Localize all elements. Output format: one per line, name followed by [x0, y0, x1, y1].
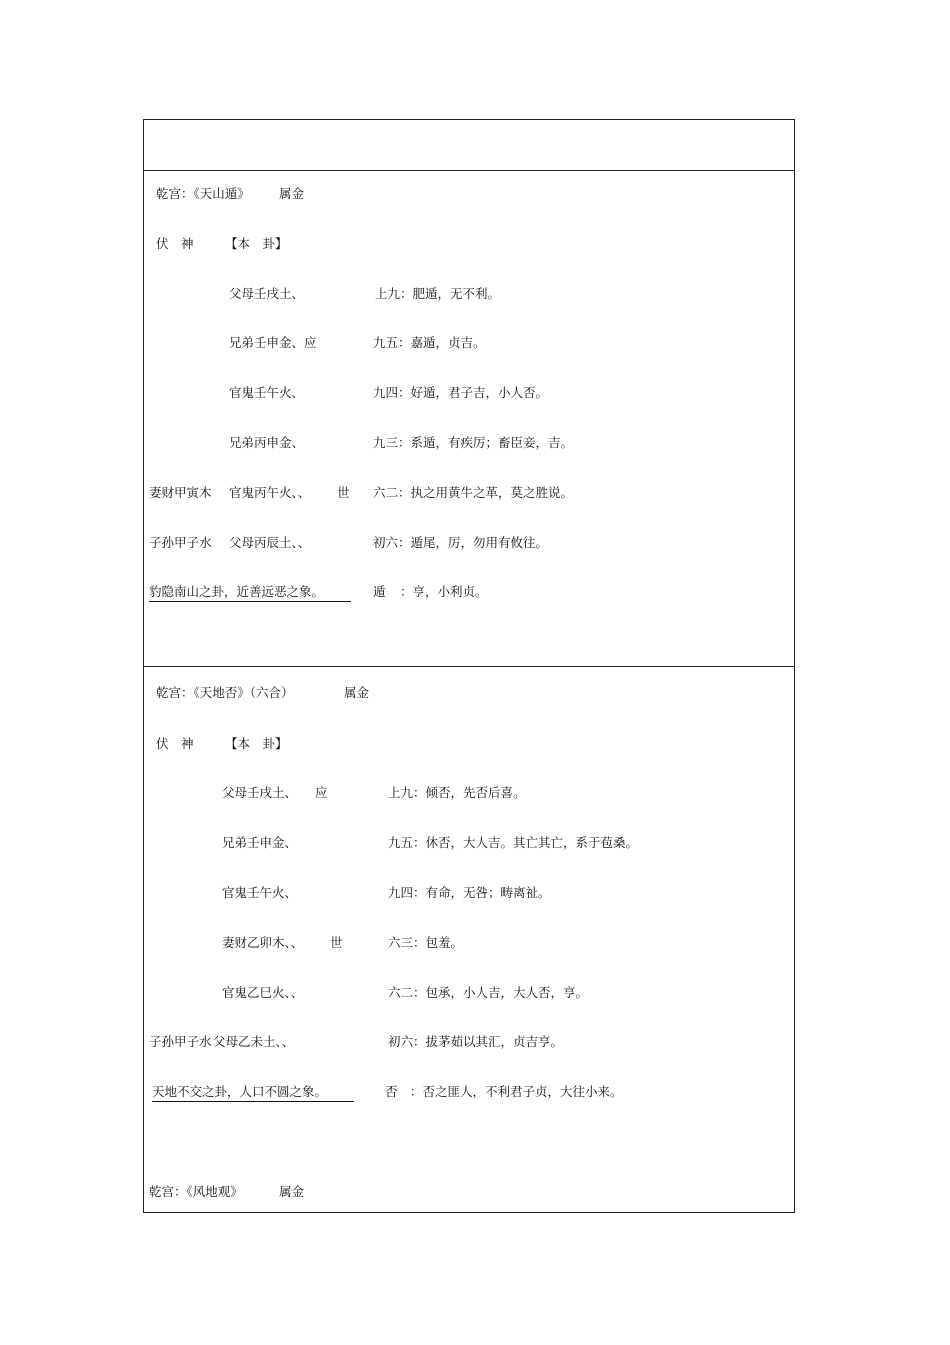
element-attribute: 属金 [344, 685, 370, 700]
yao-text: 六二：包承，小人吉，大人否，亨。 [388, 985, 589, 1000]
yao-text: 初六：遁尾，厉，勿用有攸往。 [373, 535, 549, 550]
gua-summary: 豹隐南山之卦，近善远恶之象。 [149, 584, 325, 599]
bengua-heading: 【本 卦】 [225, 736, 288, 751]
yao-line: 父母乙未土、、 [213, 1034, 295, 1049]
summary-underline [152, 1101, 354, 1102]
yao-text: 九五：嘉遁，贞吉。 [373, 335, 486, 350]
section-header: 乾宫：《天山遁》 [156, 186, 250, 201]
yao-text: 六二：执之用黄牛之革，莫之胜说。 [373, 485, 574, 500]
yao-line: 官鬼壬午火、 [229, 385, 305, 400]
gua-judgement: ：否之匪人，不利君子贞，大往小来。 [410, 1084, 623, 1099]
yao-text: 九四：好遁，君子吉，小人否。 [373, 385, 549, 400]
yao-line: 妻财乙卯木、、 [222, 935, 304, 950]
yao-text: 九三：系遁，有疾厉；畜臣妾，吉。 [373, 435, 574, 450]
yao-line: 父母壬戌土、 [222, 785, 298, 800]
fushen-value: 子孙甲子水 [149, 535, 212, 550]
yao-line: 兄弟壬申金、 [222, 835, 298, 850]
section-header: 乾宫：《风地观》 [149, 1184, 243, 1199]
yao-line: 官鬼丙午火、、 [229, 485, 311, 500]
row-divider [143, 666, 795, 667]
yao-line: 兄弟丙申金、 [229, 435, 305, 450]
yao-line: 官鬼乙巳火、、 [222, 985, 304, 1000]
fushen-value: 妻财甲寅木 [149, 485, 212, 500]
yao-text: 上九：倾否，先否后喜。 [388, 785, 526, 800]
ying-marker: 应 [315, 785, 328, 800]
yao-line: 官鬼壬午火、 [222, 885, 298, 900]
yao-text: 九四：有命，无咎；畴离祉。 [388, 885, 551, 900]
yao-text: 六三：包羞。 [388, 935, 464, 950]
element-attribute: 属金 [279, 186, 305, 201]
gua-name: 遁 [373, 584, 386, 599]
summary-underline [149, 601, 351, 602]
yao-line: 父母壬戌土、 [229, 286, 305, 301]
element-attribute: 属金 [279, 1184, 305, 1199]
fushen-value: 子孙甲子水 [149, 1034, 212, 1049]
row-divider [143, 170, 795, 171]
shi-marker: 世 [330, 935, 343, 950]
bengua-heading: 【本 卦】 [225, 236, 288, 251]
yao-line: 父母丙辰土、、 [229, 535, 311, 550]
yao-text: 九五：休否，大人吉。其亡其亡，系于苞桑。 [388, 835, 639, 850]
gua-name: 否 [385, 1084, 398, 1099]
gua-summary: 天地不交之卦，人口不圆之象。 [152, 1084, 328, 1099]
fushen-heading: 伏 神 [156, 736, 194, 751]
yao-text: 初六：拔茅茹以其汇，贞吉亨。 [388, 1034, 564, 1049]
yao-line: 兄弟壬申金、应 [229, 335, 317, 350]
fushen-heading: 伏 神 [156, 236, 194, 251]
shi-marker: 世 [337, 485, 350, 500]
yao-text: 上九：肥遁，无不利。 [375, 286, 501, 301]
section-header: 乾宫：《天地否》（六合） [156, 685, 294, 700]
gua-judgement: ：亨，小利贞。 [400, 584, 488, 599]
